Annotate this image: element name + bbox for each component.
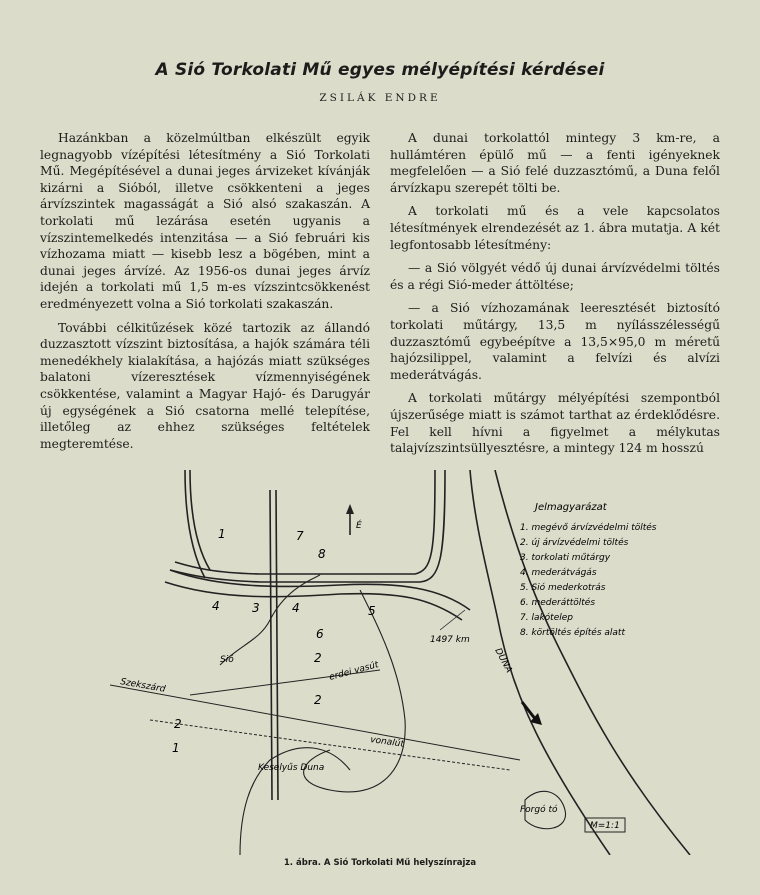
legend-item: 1. megévő árvízvédelmi töltés bbox=[520, 523, 657, 533]
scale-label: M=1:1 bbox=[590, 821, 620, 831]
map-number: 2 bbox=[314, 693, 322, 707]
paragraph: A torkolati mű és a vele kapcsolatos létesítmények elrendezését az 1. ábra mutatja. A két legfontosabb létesítmény: bbox=[390, 204, 720, 252]
map-legend bbox=[520, 501, 657, 638]
paragraph: Hazánkban a közelmúltban elkészült egyik legnagyobb vízépítési létesítmény a Sió Torkolati Mű. Megépítésével a dunai jeges árvizeket kívánják kizárni a Sióból, illetve csökkenteni a jeges árvízszintek magasságát a Sió alsó szakaszán. A torkolati mű lezárása esetén ugyanis a vízszintemelkedés intenzitása — a Sió februári kis vízhozama miatt — kisebb lesz a bögében, mint a dunai jeges árvízé. Az 1956-os dunai jeges árvíz idején a torkolati mű 1,5 m-es vízszintcsökkenést eredményezett volna a Sió torkolati szakaszán. bbox=[40, 131, 370, 311]
map-number: 1 bbox=[218, 527, 226, 541]
label-duna: DUNA bbox=[492, 646, 514, 675]
dike-line bbox=[175, 470, 435, 574]
legend-item: 2. új árvízvédelmi töltés bbox=[520, 538, 629, 548]
article-title: A Sió Torkolati Mű egyes mélyépítési kérdései bbox=[155, 60, 605, 80]
map-number: 4 bbox=[292, 601, 300, 615]
legend-item: 5. Sió mederkotrás bbox=[520, 583, 606, 593]
label-km: 1497 km bbox=[430, 635, 470, 645]
map-number: 1 bbox=[172, 741, 180, 755]
sio-river bbox=[304, 590, 406, 792]
right-column bbox=[390, 130, 720, 464]
map-number: 6 bbox=[316, 627, 324, 641]
flow-arrow bbox=[522, 702, 542, 725]
paragraph: A torkolati műtárgy mélyépítési szempontból újszerűsége miatt is számot tarthat az érdeklődésre. Fel kell hívni a figyelmet a mélykutas talajvízszintsüllyesztésre, a mintegy 124 m hosszú bbox=[390, 391, 720, 456]
figure-caption: 1. ábra. A Sió Torkolati Mű helyszínrajza bbox=[283, 858, 477, 868]
map-number: 5 bbox=[368, 604, 376, 618]
map-number: 3 bbox=[252, 601, 260, 615]
site-plan-figure bbox=[0, 470, 760, 855]
map-number: 2 bbox=[174, 717, 182, 731]
legend-item: 6. mederáttöltés bbox=[520, 598, 596, 608]
paragraph: — a Sió völgyét védő új dunai árvízvédelmi töltés és a régi Sió-meder áttöltése; bbox=[390, 261, 720, 292]
dike-line bbox=[276, 490, 278, 800]
road-vonalut bbox=[150, 720, 510, 770]
legend-item: 8. körtöltés építés alatt bbox=[520, 628, 625, 638]
label-szekszard: Szekszárd bbox=[119, 677, 167, 695]
legend-item: 7. lakótelep bbox=[520, 613, 573, 623]
map-number: 7 bbox=[296, 529, 304, 543]
label-vonalut: vonalút bbox=[369, 735, 405, 750]
paragraph: — a Sió vízhozamának leeresztését biztosító torkolati műtárgy, 13,5 m nyílásszélességű duzzasztómű egybeépítve a 13,5×95,0 m méretű hajózsilippel, valamint a felvízi és alvízi mederátvágás. bbox=[390, 301, 720, 382]
legend-item: 3. torkolati műtárgy bbox=[520, 553, 611, 563]
label-forgo-to: Forgó tó bbox=[520, 805, 558, 815]
map-number: 8 bbox=[318, 547, 326, 561]
label-keselyus-duna: Keselyűs Duna bbox=[258, 763, 325, 773]
label-erdei-vasut: erdei vasút bbox=[328, 660, 380, 683]
left-column bbox=[40, 130, 370, 459]
legend-title: Jelmagyarázat bbox=[535, 502, 607, 513]
dike-line bbox=[170, 470, 445, 582]
map-number: 2 bbox=[314, 651, 322, 665]
dike-line bbox=[270, 490, 272, 800]
north-label: É bbox=[356, 521, 362, 531]
map-number: 4 bbox=[212, 599, 220, 613]
paragraph: További célkitűzések közé tartozik az állandó duzzasztott vízszint biztosítása, a hajók számára téli menedékhely kialakítása, a hajózás miatt szükséges balatoni vízeresztések vízmennyiségének csökkentése, valamint a Magyar Hajó- és Darugyár új egységének a Sió csatorna mellé telepítése, illetőleg az ehhez szükséges feltételek megteremtése. bbox=[40, 320, 370, 451]
label-sio: Sió bbox=[220, 655, 234, 665]
article-author: ZSILÁK ENDRE bbox=[319, 92, 441, 104]
north-arrow bbox=[346, 504, 362, 535]
paragraph: A dunai torkolattól mintegy 3 km-re, a hullámtéren épülő mű — a fenti igényeknek megfelelően — a Sió felé duzzasztómű, a Duna felől árvízkapu szerepét tölti be. bbox=[390, 131, 720, 195]
legend-item: 4. mederátvágás bbox=[520, 568, 597, 578]
dike-line bbox=[190, 470, 210, 570]
dike-line bbox=[185, 470, 205, 578]
site-plan-map bbox=[0, 470, 760, 855]
